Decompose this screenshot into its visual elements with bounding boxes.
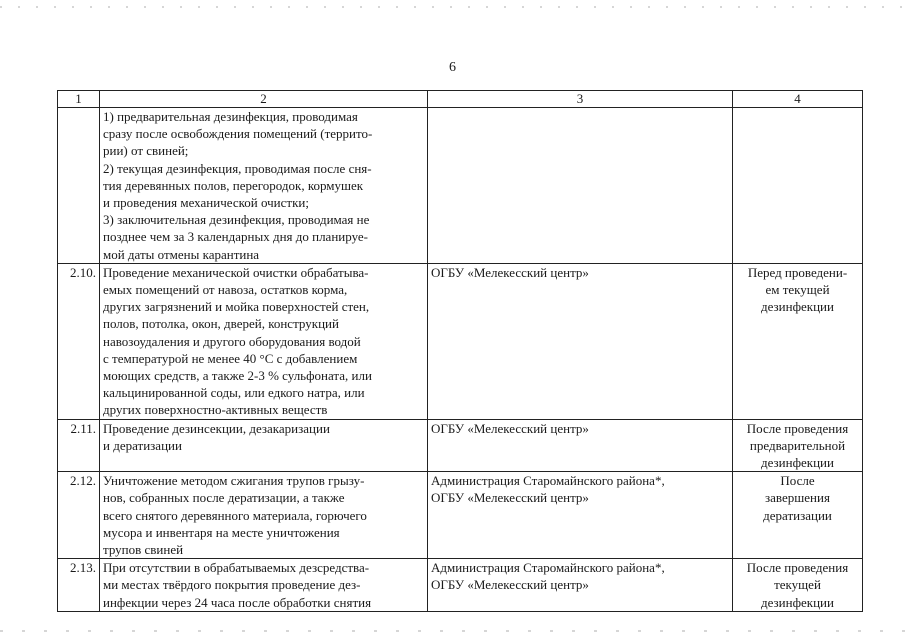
- column-header: 3: [428, 91, 733, 108]
- measure-description-line: и дератизации: [103, 437, 182, 453]
- measure-description-line: Уничтожение методом сжигания трупов грызу-: [103, 473, 365, 489]
- table-row: [58, 108, 863, 264]
- measure-description: [100, 419, 428, 472]
- measure-description-line: тия деревянных полов, перегородок, кормушек: [103, 177, 364, 193]
- measure-description-line: моющих средств, а также 2-3 % сульфоната, или: [103, 368, 372, 384]
- responsible-party-line: ОГБУ «Мелекесский центр»: [431, 264, 589, 280]
- row-number: 2.12.: [58, 472, 100, 559]
- measure-description-line: и проведения механической очистки;: [103, 195, 309, 211]
- measure-description-line: трупов свиней: [103, 542, 184, 558]
- measure-description-line: сразу после освобождения помещений (террито-: [103, 126, 373, 142]
- timing-line: дезинфекции: [761, 299, 834, 315]
- timing-line: текущей: [774, 577, 821, 593]
- table-row: [58, 472, 863, 559]
- measure-description: [100, 472, 428, 559]
- column-header: 4: [733, 91, 863, 108]
- measure-description-line: инфекции через 24 часа после обработки снятия: [103, 594, 372, 610]
- timing: [733, 263, 863, 419]
- timing-line: дезинфекции: [761, 455, 834, 471]
- row-number: 2.10.: [58, 263, 100, 419]
- measure-description-line: Проведение механической очистки обрабатыва-: [103, 264, 369, 280]
- timing-line: завершения: [765, 490, 830, 506]
- row-number: 2.13.: [58, 559, 100, 612]
- responsible-party: [428, 108, 733, 264]
- measure-description-line: полов, потолка, окон, дверей, конструкций: [103, 316, 339, 332]
- scan-artifact-top: [0, 6, 905, 8]
- measure-description-line: других загрязнений и мойка поверхностей стен,: [103, 299, 370, 315]
- measure-description-line: мусора и инвентаря на месте уничтожения: [103, 524, 340, 540]
- measures-table: [57, 90, 863, 612]
- responsible-party: [428, 263, 733, 419]
- row-number: [58, 108, 100, 264]
- measure-description-line: позднее чем за 3 календарных дня до планируе-: [103, 229, 369, 245]
- table-row: [58, 419, 863, 472]
- measure-description-line: других поверхностно-активных веществ: [103, 402, 328, 418]
- responsible-party-line: ОГБУ «Мелекесский центр»: [431, 420, 589, 436]
- timing: [733, 472, 863, 559]
- responsible-party-line: Администрация Старомайнского района*,: [431, 473, 665, 489]
- responsible-party-line: ОГБУ «Мелекесский центр»: [431, 577, 589, 593]
- responsible-party: [428, 419, 733, 472]
- timing-line: ем текущей: [765, 282, 830, 298]
- timing: [733, 419, 863, 472]
- measure-description-line: 3) заключительная дезинфекция, проводимая не: [103, 212, 370, 228]
- timing-line: Перед проведени-: [747, 264, 848, 280]
- timing-line: дезинфекции: [761, 594, 834, 610]
- measure-description-line: всего снятого деревянного материала, горючего: [103, 507, 367, 523]
- measure-description-line: навозоудаления и другого оборудования водой: [103, 333, 361, 349]
- table-row: [58, 263, 863, 419]
- responsible-party-line: Администрация Старомайнского района*,: [431, 560, 665, 576]
- measure-description-line: с температурой не менее 40 °С с добавлением: [103, 350, 358, 366]
- measure-description: [100, 559, 428, 612]
- timing-line: дератизации: [763, 507, 832, 523]
- responsible-party: [428, 559, 733, 612]
- timing-line: После проведения: [746, 560, 849, 576]
- measure-description-line: При отсутствии в обрабатываемых дезсредства-: [103, 560, 370, 576]
- timing-line: После: [780, 473, 815, 489]
- page-number: 6: [449, 60, 456, 75]
- timing-line: После проведения: [746, 420, 849, 436]
- measure-description-line: Проведение дезинсекции, дезакаризации: [103, 420, 330, 436]
- column-header: 2: [100, 91, 428, 108]
- measure-description-line: рии) от свиней;: [103, 143, 189, 159]
- timing: [733, 559, 863, 612]
- measure-description-line: мой даты отмены карантина: [103, 246, 260, 262]
- column-header: 1: [58, 91, 100, 108]
- measure-description-line: кальцинированной соды, или едкого натра, или: [103, 385, 365, 401]
- scan-artifact-bottom: [0, 630, 905, 632]
- timing-line: предварительной: [749, 437, 846, 453]
- measure-description-line: нов, собранных после дератизации, а также: [103, 490, 345, 506]
- table-header-row: [58, 91, 863, 108]
- row-number: 2.11.: [58, 419, 100, 472]
- measure-description: [100, 108, 428, 264]
- table-row: [58, 559, 863, 612]
- measure-description-line: 1) предварительная дезинфекция, проводимая: [103, 109, 358, 124]
- responsible-party-line: ОГБУ «Мелекесский центр»: [431, 490, 589, 506]
- measure-description-line: 2) текущая дезинфекция, проводимая после сня-: [103, 160, 372, 176]
- timing: [733, 108, 863, 264]
- responsible-party: [428, 472, 733, 559]
- measure-description: [100, 263, 428, 419]
- measure-description-line: ми местах твёрдого покрытия проведение дез-: [103, 577, 361, 593]
- measure-description-line: емых помещений от навоза, остатков корма,: [103, 282, 348, 298]
